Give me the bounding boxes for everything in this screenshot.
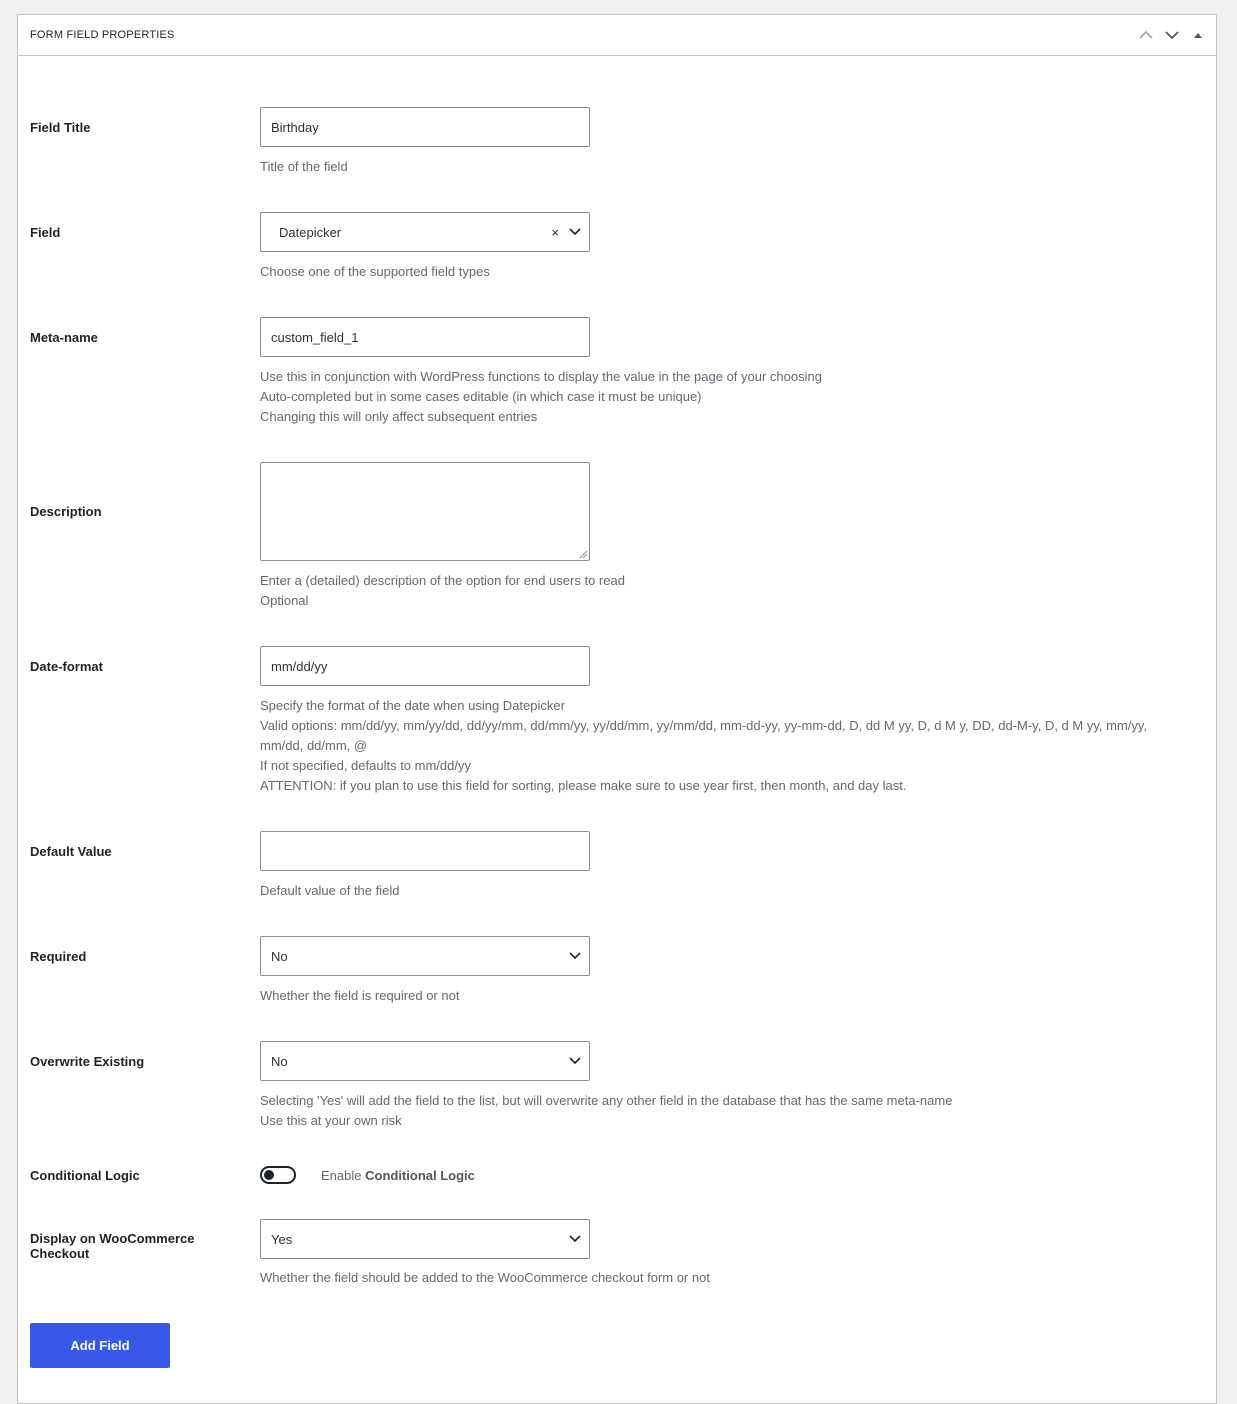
resize-handle-icon[interactable]: [579, 550, 588, 559]
toggle-panel-button[interactable]: [1188, 24, 1208, 46]
meta-name-description-line: Changing this will only affect subsequent entries: [260, 409, 538, 424]
conditional-logic-label: Conditional Logic: [30, 1168, 140, 1183]
panel-header-actions: [1136, 24, 1208, 46]
conditional-logic-toggle-label: [321, 1168, 475, 1183]
overwrite-existing-label: Overwrite Existing: [30, 1054, 145, 1069]
default-value-description: Default value of the field: [260, 883, 400, 898]
field-title-label: Field Title: [30, 120, 91, 135]
description-description-line: Optional: [260, 593, 309, 608]
description-description: [260, 571, 625, 611]
caret-up-icon: [1193, 31, 1203, 39]
panel-title: FORM FIELD PROPERTIES: [30, 29, 175, 41]
meta-name-label: Meta-name: [30, 330, 98, 345]
default-value-label: Default Value: [30, 844, 112, 859]
toggle-knob: [264, 1170, 274, 1180]
toggle-label-prefix: Enable: [321, 1168, 362, 1183]
default-value-input[interactable]: [260, 831, 590, 871]
description-textarea[interactable]: [260, 462, 590, 561]
date-format-label: Date-format: [30, 659, 103, 674]
date-format-input[interactable]: mm/dd/yy: [260, 646, 590, 686]
woocommerce-checkout-description: Whether the field should be added to the WooCommerce checkout form or not: [260, 1270, 710, 1285]
overwrite-existing-selected-value: No: [271, 1053, 288, 1069]
conditional-logic-toggle[interactable]: [260, 1166, 296, 1184]
date-format-description-line: If not specified, defaults to mm/dd/yy: [260, 758, 471, 773]
field-type-description: Choose one of the supported field types: [260, 264, 490, 279]
woocommerce-checkout-select[interactable]: [260, 1219, 590, 1259]
date-format-description-line: Valid options: mm/dd/yy, mm/yy/dd, dd/yy/mm, dd/mm/yy, yy/dd/mm, yy/mm/dd, mm-dd-yy, yy-mm-dd, D, dd M yy, D, d M y, DD, dd-M-y, D, d M yy, mm/yy, mm/dd, dd/mm, @: [260, 718, 1148, 753]
meta-name-input[interactable]: custom_field_1: [260, 317, 590, 357]
clear-selection-icon[interactable]: ×: [551, 225, 559, 240]
date-format-description-line: ATTENTION: if you plan to use this field for sorting, please make sure to use year first, then month, and day last.: [260, 778, 907, 793]
toggle-label-strong: Conditional Logic: [365, 1168, 475, 1183]
description-description-line: Enter a (detailed) description of the option for end users to read: [260, 573, 625, 588]
overwrite-existing-description-line: Use this at your own risk: [260, 1113, 402, 1128]
field-title-input[interactable]: Birthday: [260, 107, 590, 147]
meta-name-description-line: Use this in conjunction with WordPress functions to display the value in the page of your choosing: [260, 369, 822, 384]
move-up-button[interactable]: [1136, 24, 1156, 46]
chevron-down-icon: [1165, 30, 1179, 40]
field-type-select[interactable]: [260, 212, 590, 252]
chevron-down-icon: [569, 1233, 581, 1245]
overwrite-existing-description-line: Selecting 'Yes' will add the field to the list, but will overwrite any other field in the database that has the same meta-name: [260, 1093, 953, 1108]
description-label: Description: [30, 504, 102, 519]
move-down-button[interactable]: [1162, 24, 1182, 46]
field-type-label: Field: [30, 225, 61, 240]
chevron-up-icon: [1139, 30, 1153, 40]
chevron-down-icon: [569, 1055, 581, 1067]
field-type-selected-value: Datepicker: [279, 224, 342, 240]
field-title-description: Title of the field: [260, 159, 348, 174]
overwrite-existing-select[interactable]: [260, 1041, 590, 1081]
required-selected-value: No: [271, 948, 288, 964]
chevron-down-icon: [569, 226, 581, 238]
overwrite-existing-description: [260, 1091, 952, 1131]
meta-name-description: [260, 367, 822, 427]
required-select[interactable]: [260, 936, 590, 976]
chevron-down-icon: [569, 950, 581, 962]
woocommerce-checkout-label: Display on WooCommerce Checkout: [30, 1231, 195, 1261]
required-label: Required: [30, 949, 87, 964]
add-field-button[interactable]: Add Field: [30, 1323, 170, 1368]
meta-name-description-line: Auto-completed but in some cases editable (in which case it must be unique): [260, 389, 702, 404]
woocommerce-checkout-selected-value: Yes: [271, 1231, 293, 1247]
required-description: Whether the field is required or not: [260, 988, 460, 1003]
date-format-description-line: Specify the format of the date when using Datepicker: [260, 698, 565, 713]
panel-header: [18, 15, 1216, 56]
date-format-description: [260, 696, 1190, 796]
